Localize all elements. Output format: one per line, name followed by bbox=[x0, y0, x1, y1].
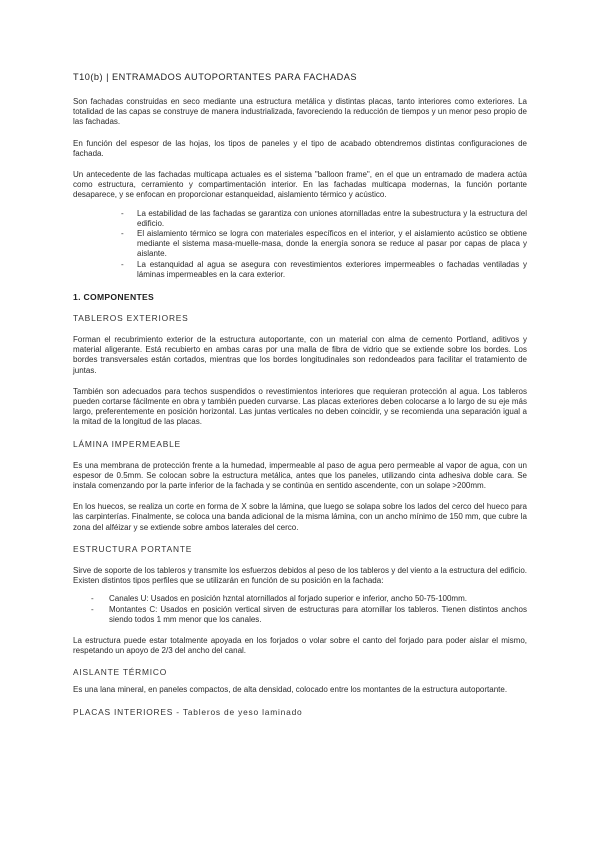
intro-paragraph: Un antecedente de las fachadas multicapa actuales es el sistema "balloon frame", en el que un entramado de madera actúa como estructura, cerramiento y compartimentación interior. En las fachadas multicapa modernas, la función portante desaparece, y se enfocan en proporcionar estanqueidad, aislamiento térmico y acústico. bbox=[73, 170, 527, 200]
list-item: - La estanquidad al agua se asegura con revestimientos exteriores impermeables o fachadas ventiladas y láminas impermeables en la cara exterior. bbox=[73, 260, 527, 280]
body-paragraph: Es una lana mineral, en paneles compactos, de alta densidad, colocado entre los montantes de la estructura autoportante. bbox=[73, 685, 508, 695]
list-item: - Canales U: Usados en posición hzntal atornillados al forjado superior e inferior, ancho 50-75-100mm. bbox=[73, 594, 527, 604]
body-paragraph: En los huecos, se realiza un corte en forma de X sobre la lámina, que luego se solapa sobre los lados del cerco del hueco para las carpinterías. Finalmente, se coloca una banda adicional de la misma lámina, con un ancho mínimo de 150 mm, que cubre la zona del alféizar y se extiende sobre ambos laterales del cerco. bbox=[73, 502, 527, 532]
subsection-heading: LÁMINA IMPERMEABLE bbox=[73, 438, 181, 449]
document-title: T10(b) | ENTRAMADOS AUTOPORTANTES PARA FACHADAS bbox=[73, 72, 358, 82]
section-heading: 1. COMPONENTES bbox=[73, 292, 155, 303]
subsection-heading: AISLANTE TÉRMICO bbox=[73, 667, 168, 678]
body-paragraph: También son adecuados para techos suspendidos o revestimientos interiores que requieran protección al agua. Los tableros pueden cortarse fácilmente en obra y también pueden curvarse. Las placas exteriores deben colocarse a lo largo de su eje más largo, preferentemente en posición horizontal. Las juntas verticales no deben coincidir, y se recomienda una separación igual a la mitad de la longitud de las placas. bbox=[73, 386, 527, 427]
subsection-heading: TABLEROS EXTERIORES bbox=[73, 313, 189, 324]
profile-bullet-list bbox=[73, 594, 527, 625]
body-paragraph: Es una membrana de protección frente a la humedad, impermeable al paso de agua pero permeable al vapor de agua, con un espesor de 0.5mm. Se colocan sobre la estructura metálica, antes que los paneles, utilizando cinta adhesiva doble cara. Se instala comenzando por la parte inferior de la fachada y se continúa en sentido ascendente, con un solape >200mm. bbox=[73, 460, 527, 491]
subsection-heading: PLACAS INTERIORES - Tableros de yeso laminado bbox=[73, 706, 303, 717]
body-paragraph: Sirve de soporte de los tableros y transmite los esfuerzos debidos al peso de los tableros y del viento a la estructura del edificio. Existen distintos tipos perfiles que se utilizarán en función de su posición en la fachada: bbox=[73, 565, 527, 586]
intro-paragraph: En función del espesor de las hojas, los tipos de paneles y el tipo de acabado obtendremos distintas configuraciones de fachada. bbox=[73, 138, 527, 158]
list-item: - La estabilidad de las fachadas se garantiza con uniones atornilladas entre la subestructura y la estructura del edificio. bbox=[73, 209, 527, 229]
list-item: - El aislamiento térmico se logra con materiales específicos en el interior, y el aislamiento acústico se obtiene mediante el sistema masa-muelle-masa, donde la energía sonora se reduce al pasar por capas de placa y aislante. bbox=[73, 229, 527, 260]
subsection-heading: ESTRUCTURA PORTANTE bbox=[73, 543, 193, 554]
body-paragraph: Forman el recubrimiento exterior de la estructura autoportante, con un material con alma de cemento Portland, aditivos y material aligerante. Está recubierto en ambas caras por una malla de fibra de vidrio que se extiende sobre los bordes. Los bordes transversales están cortados, mientras que los bordes longitudinales son redondeados para facilitar el tratamiento de juntas. bbox=[73, 335, 527, 375]
intro-paragraph: Son fachadas construidas en seco mediante una estructura metálica y distintas placas, tanto interiores como exteriores. La totalidad de las capas se construye de manera industrializada, favoreciendo la reducción de tiempos y un menor peso propio de las fachadas. bbox=[73, 97, 527, 127]
body-paragraph: La estructura puede estar totalmente apoyada en los forjados o volar sobre el canto del forjado para poder aislar el mismo, respetando un apoyo de 2/3 del ancho del canal. bbox=[73, 635, 527, 656]
intro-bullet-list bbox=[73, 209, 527, 280]
document-page bbox=[73, 72, 527, 729]
list-item: - Montantes C: Usados en posición vertical sirven de estructuras para atornillar los tableros. Tienen distintos anchos siendo todos 1 mm menor que los canales. bbox=[73, 605, 527, 625]
